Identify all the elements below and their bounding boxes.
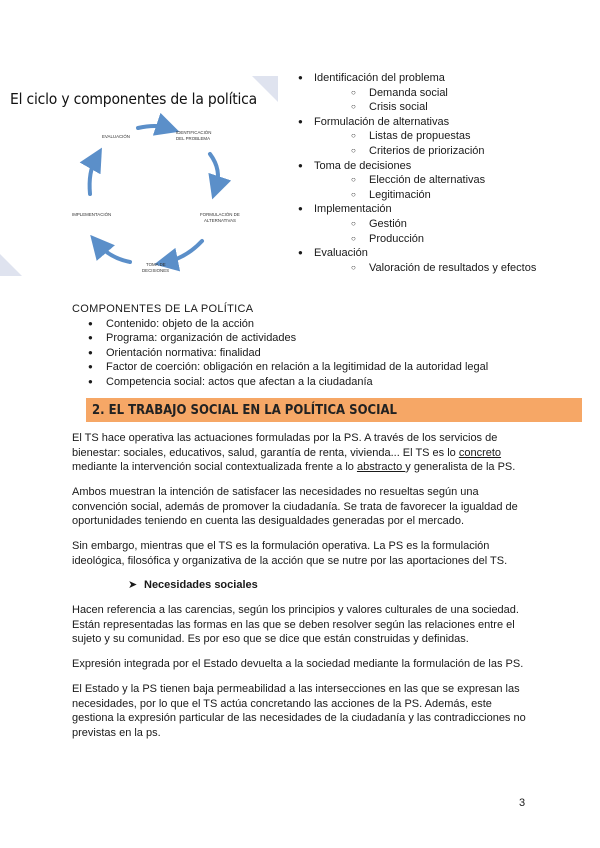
underlined-term: concreto [458,446,502,459]
stage-item: ● Implementación ○ Gestión ○ Producción [296,202,596,246]
paragraph-4: Hacen referencia a las carencias, según los principios y valores culturales de una sociedad. Están representadas las formas en las que se deben resolver según las relaciones entre el sujeto y su comunidad. Es por eso que se dice que están construidas y definidas. [72,604,519,646]
cycle-diagram [0,76,278,276]
stage-subitem: ○ Elección de alternativas [314,173,596,188]
figure-title: El ciclo y componentes de la política [10,90,257,108]
stage-subitem: ○ Listas de propuestas [314,129,596,144]
paragraph-3: Sin embargo, mientras que el TS es la formulación operativa. La PS es la formulación ideológica, filosófica y organizativa de la acción que se nutre por las aportaciones del TS. [72,540,508,567]
cycle-arrow [210,154,218,188]
cycle-arrow [90,158,96,194]
stage-item: ● Evaluación ○ Valoración de resultados y efectos [296,246,596,275]
components-section [72,302,582,390]
component-item: ● Contenido: objeto de la acción [88,317,582,332]
paragraph-2: Ambos muestran la intención de satisfacer las necesidades no resueltas según una convención social, además de promover la ciudadanía. Se trata de favorecer la igualdad de oportunidades teniendo en cuenta las desigualdades generadas por el mercado. [72,486,518,528]
paragraph-1: El TS hace operativa las actuaciones formuladas por la PS. A través de los servicios de bienestar: sociales, educativos, salud, garantía de renta, vivienda... El TS es lo concreto mediante la intervención social contextualizada frente a lo abstracto y generalista de la PS. [72,432,516,474]
paragraph-6: El Estado y la PS tienen baja permeabilidad a las intersecciones en las que se expresan las necesidades, por lo que el TS actúa concretando las acciones de la PS. Además, este gestiona la expresión particular de las necesidades de la ciudadanía y las contradicciones no previstas en la ps. [72,683,526,739]
cycle-label-toma: DECISIONES [142,268,170,273]
component-item: ● Factor de coerción: obligación en relación a la legitimidad de la autoridad legal [88,360,582,375]
stage-item: ● Toma de decisiones ○ Elección de alternativas ○ Legitimación [296,159,596,203]
stages-list [296,71,596,275]
cycle-arrow [98,244,130,262]
paragraph-5: Expresión integrada por el Estado devuelta a la sociedad mediante la formulación de las PS. [72,658,524,670]
stage-subitem: ○ Legitimación [314,188,596,203]
cycle-label-formulacion: FORMULACIÓN DE [200,212,240,217]
stage-subitem: ○ Crisis social [314,100,596,115]
arrow-bullet-icon: ➤ [128,579,138,591]
section-title: 2. EL TRABAJO SOCIAL EN LA POLÍTICA SOCIAL [92,402,397,418]
component-item: ● Orientación normativa: finalidad [88,346,582,361]
cycle-label-identificacion: DEL PROBLEMA [176,136,210,141]
cycle-label-implementacion: IMPLEMENTACIÓN [72,212,112,217]
stage-subitem: ○ Criterios de priorización [314,144,596,159]
components-heading: COMPONENTES DE LA POLÍTICA [72,303,254,315]
stage-item: ● Formulación de alternativas ○ Listas de propuestas ○ Criterios de priorización [296,115,596,159]
stage-subitem: ○ Valoración de resultados y efectos [314,261,596,276]
stage-subitem: ○ Demanda social [314,86,596,101]
policy-cycle-figure [0,76,278,276]
cycle-label-evaluacion: EVALUACIÓN [102,134,130,139]
cycle-label-toma: TOMA DE [146,262,166,267]
subheading-necesidades: ➤ Necesidades sociales [128,579,258,591]
stage-subitem: ○ Producción [314,232,596,247]
cycle-label-formulacion: ALTERNATIVAS [204,218,236,223]
cycle-arrow [138,126,168,128]
cycle-arrow [166,241,202,262]
cycle-label-identificacion: IDENTIFICACIÓN [176,130,212,135]
component-item: ● Programa: organización de actividades [88,331,582,346]
section-heading-bar [86,398,582,422]
component-item: ● Competencia social: actos que afectan a la ciudadanía [88,375,582,390]
stage-subitem: ○ Gestión [314,217,596,232]
page-number: 3 [519,797,526,809]
stage-item: ● Identificación del problema ○ Demanda social ○ Crisis social [296,71,596,115]
underlined-term: abstracto [356,461,406,474]
